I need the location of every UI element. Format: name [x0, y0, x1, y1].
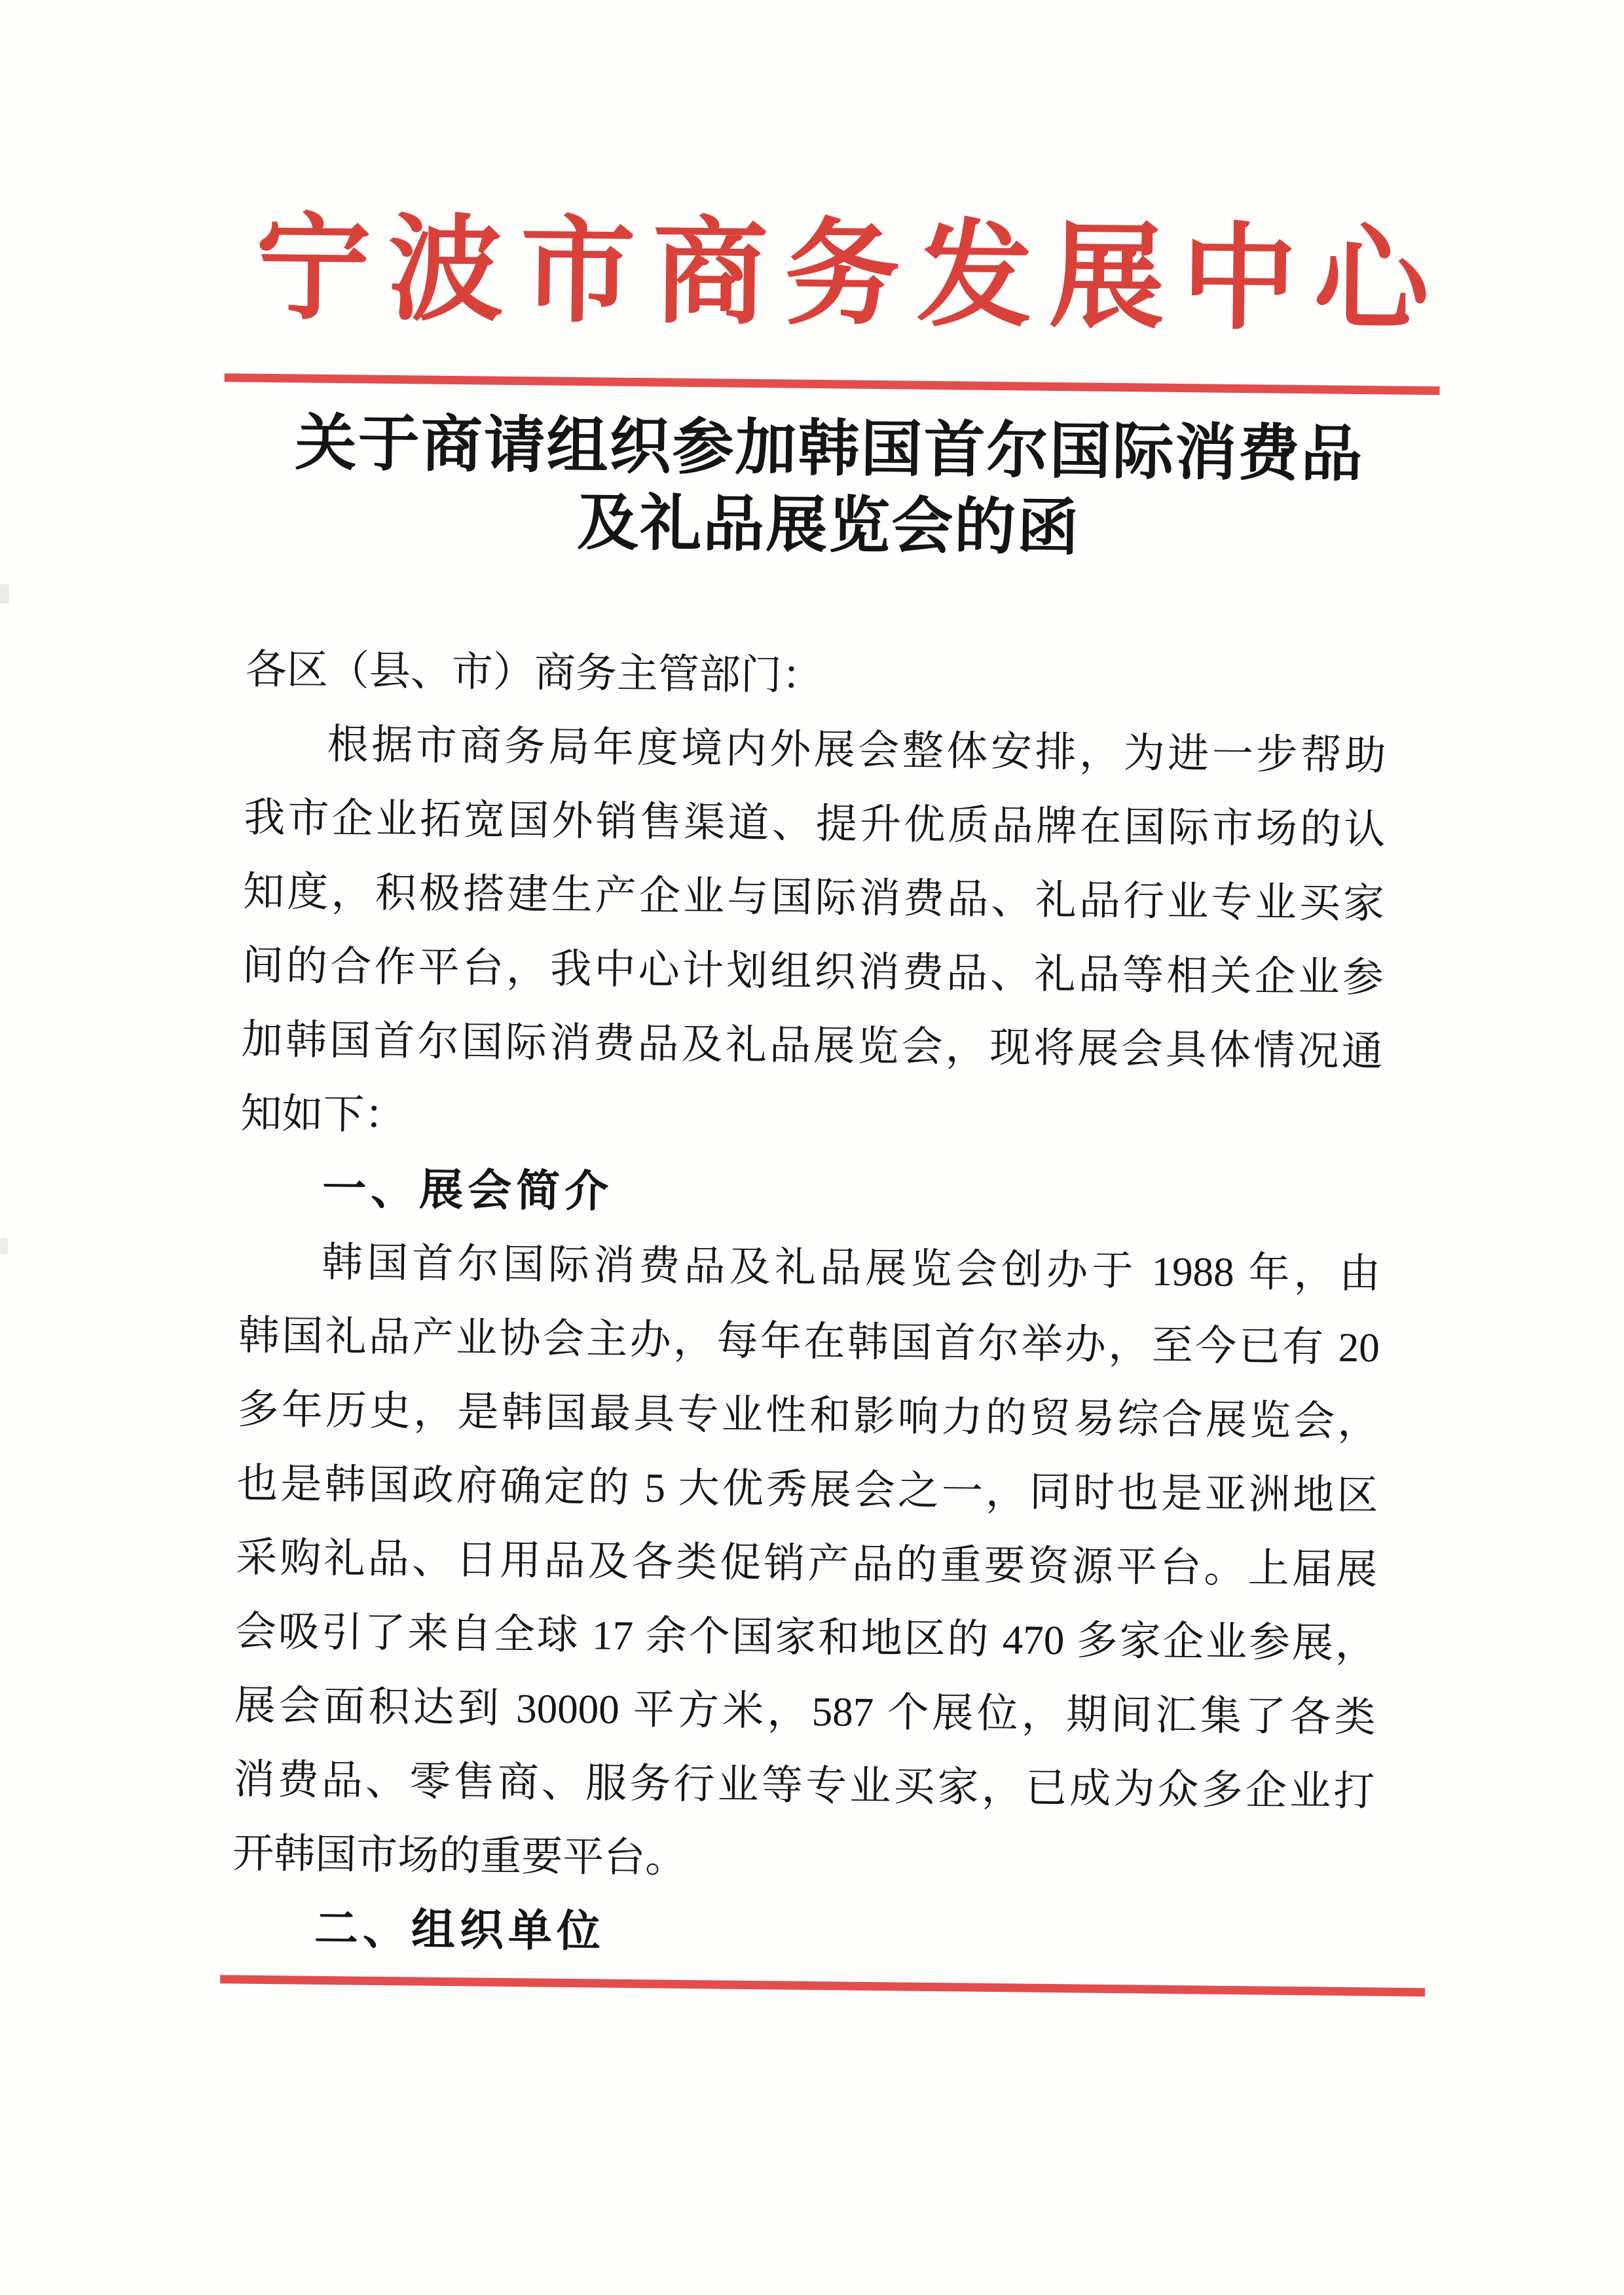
document-title	[16, 403, 1624, 574]
body-line: 消费品、零售商、服务行业等专业买家，已成为众多企业打	[233, 1756, 1375, 1815]
body-line: 开韩国市场的重要平台。	[232, 1830, 687, 1881]
body-line: 也是韩国政府确定的 5 大优秀展会之一，同时也是亚洲地区	[236, 1460, 1378, 1519]
letterhead-org-name: 宁波市商务发展中心	[255, 205, 1447, 346]
salutation-line: 各区（县、市）商务主管部门：	[245, 646, 824, 699]
body-line: 采购礼品、日用品及各类促销产品的重要资源平台。上届展	[235, 1534, 1378, 1593]
section-heading: 一、展会简介	[322, 1164, 614, 1217]
letterhead-divider	[225, 373, 1440, 395]
body-line: 会吸引了来自全球 17 余个国家和地区的 470 多家企业参展，	[234, 1608, 1377, 1667]
body-line: 知度，积极搭建生产企业与国际消费品、礼品行业专业买家	[242, 868, 1385, 927]
body-line: 韩国礼品产业协会主办，每年在韩国首尔举办，至今已有 20	[238, 1312, 1380, 1371]
document-title-line2: 及礼品展览会的函	[576, 489, 1080, 563]
body-line: 韩国首尔国际消费品及礼品展览会创办于 1988 年，由	[321, 1239, 1381, 1297]
body-line: 间的合作平台，我中心计划组织消费品、礼品等相关企业参	[242, 942, 1384, 1001]
footer-divider	[220, 1975, 1425, 1996]
body-line: 多年历史，是韩国最具专业性和影响力的贸易综合展览会，	[237, 1386, 1379, 1445]
body-line: 根据市商务局年度境内外展会整体安排，为进一步帮助	[327, 721, 1386, 779]
scan-artifact	[0, 584, 9, 604]
body-line: 我市企业拓宽国外销售渠道、提升优质品牌在国际市场的认	[244, 794, 1386, 853]
section-heading: 二、组织单位	[314, 1903, 606, 1956]
letter-body	[231, 633, 1387, 1977]
body-line: 知如下：	[240, 1090, 406, 1139]
body-line: 展会面积达到 30000 平方米，587 个展位，期间汇集了各类	[234, 1682, 1376, 1741]
body-line: 加韩国首尔国际消费品及礼品展览会，现将展会具体情况通	[241, 1016, 1384, 1075]
document-title-line1: 关于商请组织参加韩国首尔国际消费品	[295, 409, 1365, 490]
scan-artifact	[0, 1238, 8, 1255]
